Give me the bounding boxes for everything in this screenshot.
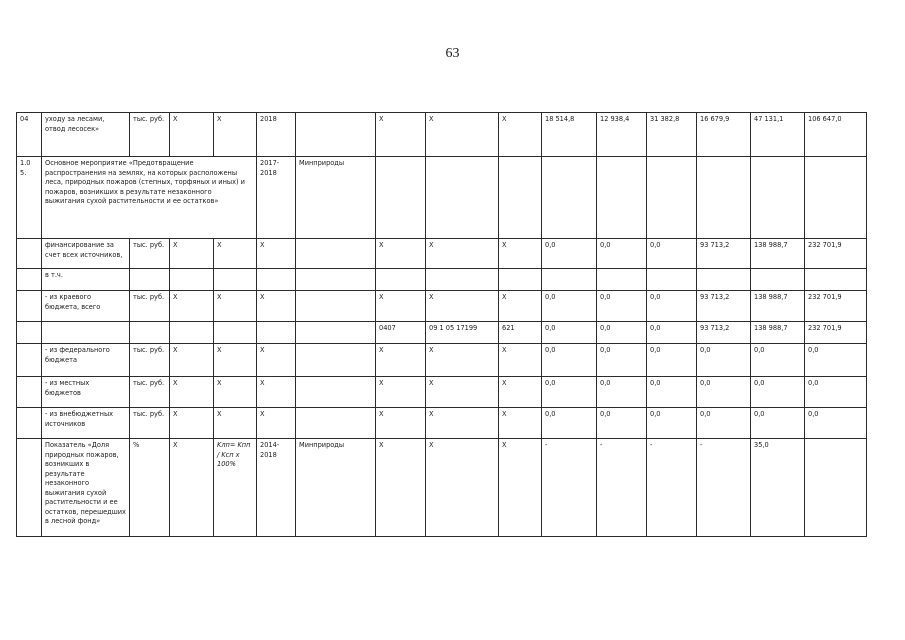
table-cell: Х [426, 377, 499, 408]
table-cell: в т.ч. [42, 269, 130, 291]
table-cell: 0,0 [697, 344, 751, 377]
table-cell: Х [214, 291, 257, 322]
table-cell [130, 269, 170, 291]
table-row [17, 157, 867, 239]
table-cell: Х [214, 239, 257, 269]
table-cell: 0,0 [647, 239, 697, 269]
table-cell: 09 1 05 17199 [426, 322, 499, 344]
table-cell: Х [214, 408, 257, 439]
table-cell: 0,0 [542, 291, 597, 322]
table-cell: 0,0 [542, 344, 597, 377]
table-cell: Х [257, 408, 296, 439]
table-cell: 0,0 [597, 344, 647, 377]
table-cell: Х [426, 344, 499, 377]
table-cell: тыс. руб. [130, 239, 170, 269]
table-cell [17, 322, 42, 344]
table-cell: Х [376, 408, 426, 439]
table-cell: Х [499, 408, 542, 439]
table-cell [597, 269, 647, 291]
table-cell [17, 344, 42, 377]
table-cell: Х [426, 113, 499, 157]
table-cell: 138 988,7 [751, 322, 805, 344]
table-cell: тыс. руб. [130, 377, 170, 408]
table-cell: 35,0 [751, 439, 805, 537]
table-cell [647, 269, 697, 291]
table-cell: - [542, 439, 597, 537]
table-cell: 138 988,7 [751, 239, 805, 269]
table-cell: 16 679,9 [697, 113, 751, 157]
table-row [17, 239, 867, 269]
table-cell: Х [257, 291, 296, 322]
table-cell [542, 157, 597, 239]
table-cell: Х [214, 344, 257, 377]
table-cell: 0,0 [697, 377, 751, 408]
table-cell: 138 988,7 [751, 291, 805, 322]
table-cell: тыс. руб. [130, 291, 170, 322]
table-cell: 0,0 [751, 344, 805, 377]
table-cell [296, 322, 376, 344]
table-cell: 0,0 [597, 322, 647, 344]
table-cell: 0,0 [542, 408, 597, 439]
table-cell: 0,0 [542, 377, 597, 408]
table-cell: Х [170, 239, 214, 269]
table-cell: Х [376, 239, 426, 269]
table-row [17, 113, 867, 157]
table-cell: 31 382,8 [647, 113, 697, 157]
table-cell [296, 377, 376, 408]
table-cell [499, 269, 542, 291]
table-row [17, 408, 867, 439]
table-cell: 93 713,2 [697, 239, 751, 269]
table-cell: уходу за лесами, отвод лесосек» [42, 113, 130, 157]
table-cell: 0,0 [542, 322, 597, 344]
table-cell: Х [499, 113, 542, 157]
table-cell [296, 344, 376, 377]
table-cell [805, 157, 867, 239]
table-cell [376, 269, 426, 291]
table-cell [17, 377, 42, 408]
table-cell: 0,0 [647, 291, 697, 322]
table-cell: Х [426, 239, 499, 269]
table-cell [542, 269, 597, 291]
formula-cell: Kлп= Kпп / Kсп х 100% [214, 439, 257, 537]
table-cell [17, 439, 42, 537]
table-cell: 0,0 [597, 377, 647, 408]
table-cell: Показатель «Доля природных пожаров, возникших в результате незаконного выжигания сухой растительности и ее остатков, перешедших в лесной фонд» [42, 439, 130, 537]
table-cell: 12 938,4 [597, 113, 647, 157]
table-cell: 2014-2018 [257, 439, 296, 537]
table-cell: 0,0 [597, 291, 647, 322]
table-cell: Х [170, 113, 214, 157]
table-cell: 2017-2018 [257, 157, 296, 239]
table-cell: тыс. руб. [130, 113, 170, 157]
table-cell: Минприроды [296, 157, 376, 239]
table-cell: Х [499, 344, 542, 377]
table-cell: 0,0 [542, 239, 597, 269]
table-cell: Х [499, 377, 542, 408]
table-cell: 0,0 [751, 377, 805, 408]
table-cell: Х [376, 377, 426, 408]
table-cell: - из внебюджетных источников [42, 408, 130, 439]
table-cell [426, 157, 499, 239]
table-cell: Основное мероприятие «Предотвращение распространения на землях, на которых расположены леса, природных пожаров (степных, торфяных и иных) и пожаров, возникших в результате незаконного выжигания сухой растительности и ее остатков» [42, 157, 257, 239]
table-cell: Х [170, 408, 214, 439]
table-cell: финансирование за счет всех источников, [42, 239, 130, 269]
table-cell: 93 713,2 [697, 322, 751, 344]
table-cell [697, 157, 751, 239]
table-cell: 0407 [376, 322, 426, 344]
table-cell: 106 647,0 [805, 113, 867, 157]
table-cell: % [130, 439, 170, 537]
table-cell: 232 701,9 [805, 239, 867, 269]
table-cell [257, 269, 296, 291]
table-cell [170, 322, 214, 344]
table-cell [499, 157, 542, 239]
table-row [17, 269, 867, 291]
table-cell: 0,0 [597, 239, 647, 269]
table-cell [214, 322, 257, 344]
table-cell: Х [170, 291, 214, 322]
table-cell [17, 291, 42, 322]
table-row [17, 377, 867, 408]
table-cell: Х [170, 439, 214, 537]
table-row [17, 344, 867, 377]
table-cell: Х [426, 408, 499, 439]
table-cell: 04 [17, 113, 42, 157]
table-cell [257, 322, 296, 344]
table-cell: Х [499, 239, 542, 269]
table-cell: 0,0 [805, 408, 867, 439]
table-row [17, 439, 867, 537]
table-cell [296, 239, 376, 269]
table-cell [376, 157, 426, 239]
table-cell: Х [499, 439, 542, 537]
table-cell: - из федерального бюджета [42, 344, 130, 377]
table-cell: Х [257, 344, 296, 377]
table-cell: 0,0 [647, 408, 697, 439]
table-cell [751, 269, 805, 291]
table-cell: 2018 [257, 113, 296, 157]
table-cell [647, 157, 697, 239]
page-number: 63 [445, 46, 460, 61]
table-cell: 232 701,9 [805, 291, 867, 322]
table-cell: Х [376, 439, 426, 537]
table-cell [296, 269, 376, 291]
table-cell: Х [257, 377, 296, 408]
table-row [17, 291, 867, 322]
table-cell: Х [499, 291, 542, 322]
table-cell: - [697, 439, 751, 537]
table-cell: - из краевого бюджета, всего [42, 291, 130, 322]
table-cell: 18 514,8 [542, 113, 597, 157]
table-cell: Минприроды [296, 439, 376, 537]
table-cell: 0,0 [647, 322, 697, 344]
table-cell: 0,0 [647, 344, 697, 377]
table-cell [130, 322, 170, 344]
table-cell [296, 408, 376, 439]
table-cell: Х [376, 344, 426, 377]
program-measures-table [16, 112, 867, 537]
table-cell: 232 701,9 [805, 322, 867, 344]
table-cell: 1.0 5. [17, 157, 42, 239]
table-cell: 621 [499, 322, 542, 344]
table-cell: тыс. руб. [130, 344, 170, 377]
table-cell [697, 269, 751, 291]
table-cell [17, 239, 42, 269]
table-cell: Х [376, 291, 426, 322]
table-cell: Х [214, 377, 257, 408]
table-cell [597, 157, 647, 239]
table-cell: Х [376, 113, 426, 157]
table-cell [426, 269, 499, 291]
table-cell [17, 408, 42, 439]
table-cell: 0,0 [805, 377, 867, 408]
table-cell: Х [170, 344, 214, 377]
table-cell: 0,0 [697, 408, 751, 439]
table-cell: Х [214, 113, 257, 157]
table-cell: 47 131,1 [751, 113, 805, 157]
table-cell: Х [426, 291, 499, 322]
table-row [17, 322, 867, 344]
table-cell [805, 269, 867, 291]
table-cell [296, 291, 376, 322]
table-cell: тыс. руб. [130, 408, 170, 439]
table-cell: 0,0 [647, 377, 697, 408]
table-cell [170, 269, 214, 291]
table-cell [751, 157, 805, 239]
table-cell: Х [257, 239, 296, 269]
table-cell [17, 269, 42, 291]
table-cell: 0,0 [805, 344, 867, 377]
table-cell: 0,0 [597, 408, 647, 439]
table-cell [214, 269, 257, 291]
table-cell: - из местных бюджетов [42, 377, 130, 408]
table-cell: Х [426, 439, 499, 537]
table-cell [805, 439, 867, 537]
table-cell [42, 322, 130, 344]
table-cell: - [597, 439, 647, 537]
table-cell [296, 113, 376, 157]
table-cell: 93 713,2 [697, 291, 751, 322]
table-cell: - [647, 439, 697, 537]
table-cell: Х [170, 377, 214, 408]
table-cell: 0,0 [751, 408, 805, 439]
